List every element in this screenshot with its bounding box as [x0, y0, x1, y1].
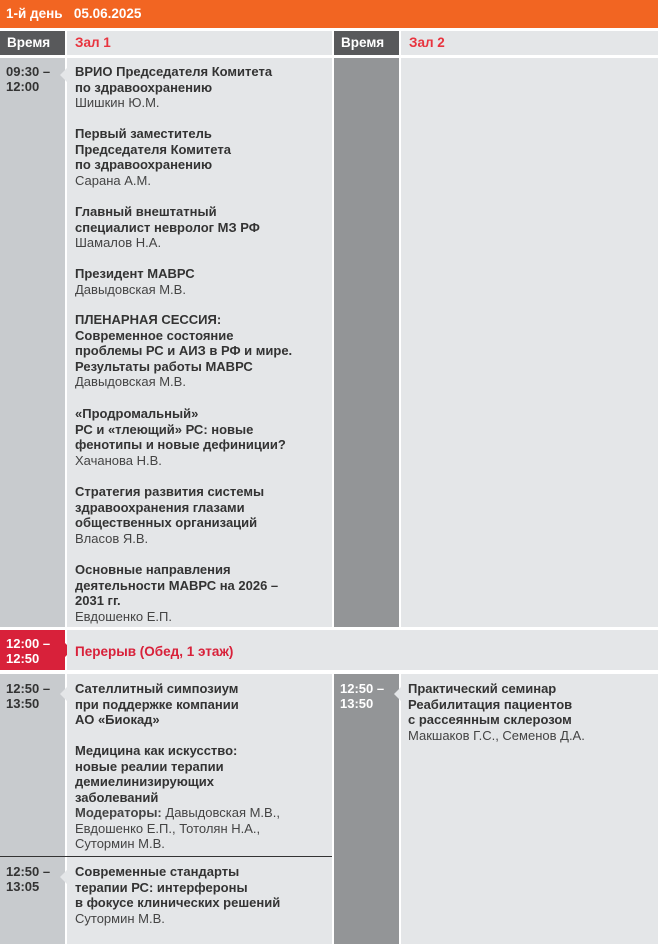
block1-arrow [60, 68, 67, 82]
hall1-header: Зал 1 [67, 31, 332, 55]
row-divider [0, 856, 332, 857]
agenda-item: Современные стандарты терапии РС: интерфероны в фокусе клинических решений Сутормин М.В. [75, 864, 281, 926]
agenda-item: ВРИО Председателя Комитета по здравоохранению Шишкин Ю.М. [75, 64, 273, 110]
break-text: Перерыв (Обед, 1 этаж) [75, 644, 234, 659]
symposium-item: Сателлитный симпозиум при поддержке компании АО «Биокад» [75, 681, 239, 727]
agenda-item: ПЛЕНАРНАЯ СЕССИЯ: Современное состояние проблемы РС и АИЗ в РФ и мире. Результаты работы МАВРС Давыдовская М.В. [75, 312, 293, 389]
hall2-header: Зал 2 [401, 31, 658, 55]
hall2-arrow [394, 687, 401, 701]
day-header [0, 0, 658, 28]
agenda-item: Первый заместитель Председателя Комитета по здравоохранению Сарана А.М. [75, 126, 231, 188]
hall2-time: 12:50 – 13:50 [340, 681, 385, 711]
block3-arrow [60, 870, 67, 884]
seminar-item: Практический семинар Реабилитация пациентов с рассеянным склерозом Макшаков Г.С., Семенов Д.А. [408, 681, 585, 743]
agenda-item: Стратегия развития системы здравоохранения глазами общественных организаций Власов Я.В. [75, 484, 265, 546]
block2-time: 12:50 – 13:50 [6, 681, 51, 711]
day-label: 1-й день [6, 6, 63, 21]
day-date: 05.06.2025 [73, 6, 142, 21]
time-header-hall1: Время [0, 31, 65, 55]
talk-item: Медицина как искусство: новые реалии терапии демиелинизирующих заболеваний Модераторы: Давыдовская М.В., Евдошенко Е.П., Тотолян Н.А., Сутормин М.В. [75, 743, 280, 851]
agenda-item: Основные направления деятельности МАВРС на 2026 – 2031 гг. Евдошенко Е.П. [75, 562, 279, 624]
hall2-time-cell [334, 674, 399, 944]
agenda-item: Главный внештатный специалист невролог МЗ РФ Шамалов Н.А. [75, 204, 260, 250]
break-cell [67, 630, 658, 670]
block1-time: 09:30 – 12:00 [6, 64, 51, 94]
agenda-item: Президент МАВРС Давыдовская М.В. [75, 266, 195, 297]
block2-time-cell [0, 674, 65, 944]
agenda-item: «Продромальный» РС и «тлеющий» РС: новые фенотипы и новые дефиниции? Хачанова Н.В. [75, 406, 286, 468]
block1-time-cell [0, 58, 65, 627]
hall2-empty-content-cell [401, 58, 658, 627]
time-header-hall2: Время [334, 31, 399, 55]
block3-time: 12:50 – 13:05 [6, 864, 51, 894]
block2-arrow [60, 687, 67, 701]
break-time: 12:00 – 12:50 [0, 630, 65, 670]
hall2-empty-time-cell [334, 58, 399, 627]
